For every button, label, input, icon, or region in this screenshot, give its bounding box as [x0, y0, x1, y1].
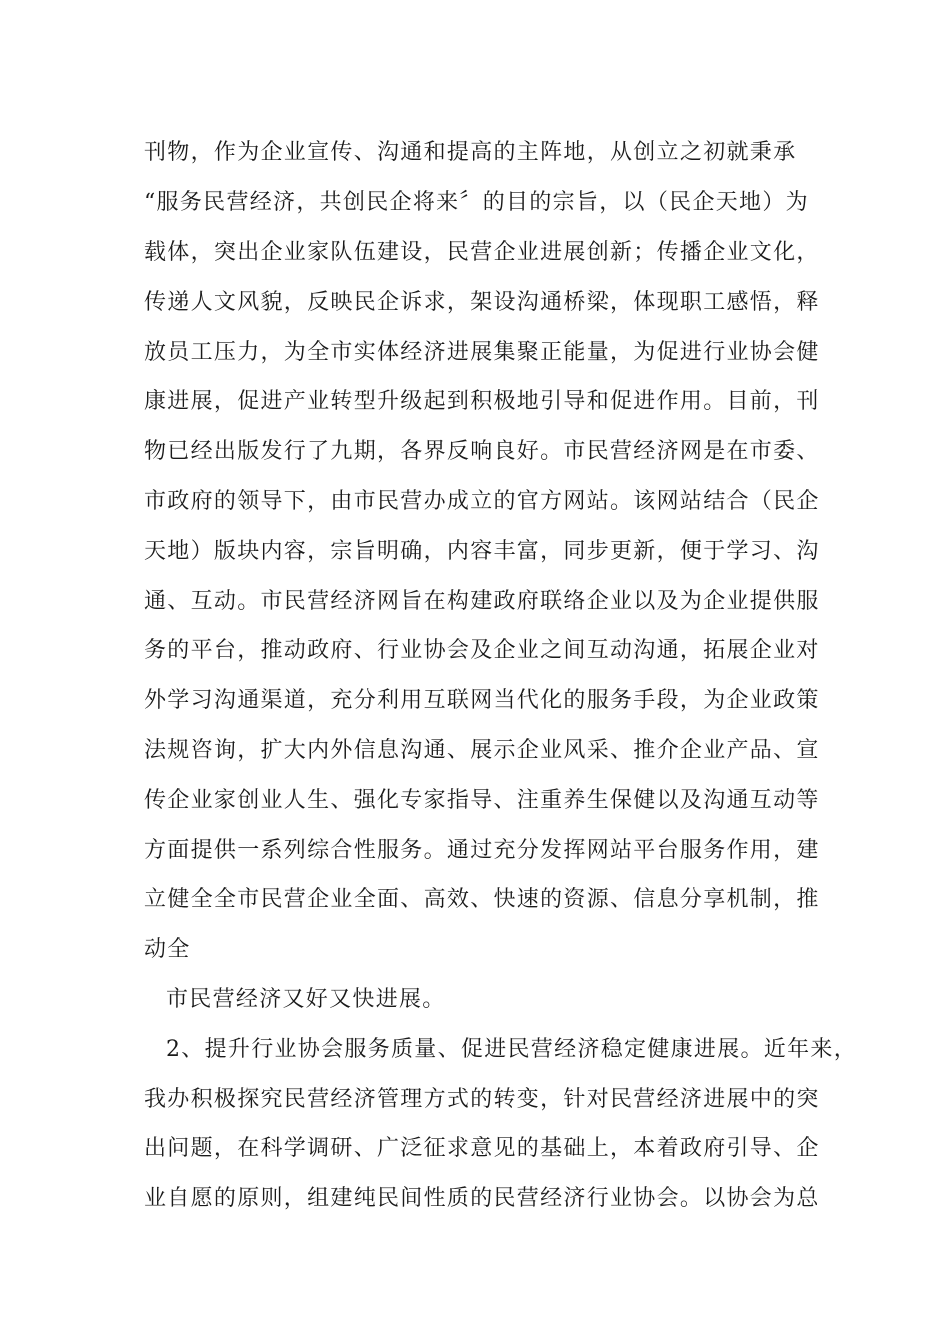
text-line: 务的平台，推动政府、行业协会及企业之间互动沟通，拓展企业对: [144, 638, 820, 663]
text-line: 通、互动。市民营经济网旨在构建政府联络企业以及为企业提供服: [144, 589, 820, 614]
text-line: 康进展，促进产业转型升级起到积极地引导和促进作用。目前，刊: [144, 389, 820, 414]
text-line: 天地）版块内容，宗旨明确，内容丰富，同步更新，便于学习、沟: [144, 539, 820, 564]
text-line: 法规咨询，扩大内外信息沟通、展示企业风采、推介企业产品、宣: [144, 738, 820, 763]
text-line: 出问题，在科学调研、广泛征求意见的基础上，本着政府引导、企: [144, 1136, 820, 1161]
text-line: 外学习沟通渠道，充分利用互联网当代化的服务手段，为企业政策: [144, 688, 820, 713]
text-line: 放员工压力，为全市实体经济进展集聚正能量，为促进行业协会健: [144, 340, 820, 365]
text-line: 我办积极探究民营经济管理方式的转变，针对民营经济进展中的突: [144, 1087, 820, 1112]
text-line: 市政府的领导下，由市民营办成立的官方网站。该网站结合（民企: [144, 489, 820, 514]
text-line: 刊物，作为企业宣传、沟通和提高的主阵地，从创立之初就秉承: [144, 140, 797, 165]
text-line: 市民营经济又好又快进展。: [166, 987, 446, 1012]
text-line: 2、提升行业协会服务质量、促进民营经济稳定健康进展。近年来，: [166, 1037, 857, 1062]
text-line: 物已经出版发行了九期，各界反响良好。市民营经济网是在市委、: [144, 439, 820, 464]
text-line: 传企业家创业人生、强化专家指导、注重养生保健以及沟通互动等: [144, 788, 820, 813]
text-line: 传递人文风貌，反映民企诉求，架设沟通桥梁，体现职工感悟，释: [144, 290, 820, 315]
text-line: 动全: [144, 937, 191, 962]
text-line: 业自愿的原则，组建纯民间性质的民营经济行业协会。以协会为总: [144, 1186, 820, 1211]
text-line: 方面提供一系列综合性服务。通过充分发挥网站平台服务作用，建: [144, 838, 820, 863]
text-line: 载体，突出企业家队伍建设，民营企业进展创新；传播企业文化，: [144, 240, 820, 265]
text-line: 立健全全市民营企业全面、高效、快速的资源、信息分享机制，推: [144, 887, 820, 912]
text-line: “服务民营经济，共创民企将来〞的目的宗旨，以（民企天地）为: [144, 190, 809, 215]
